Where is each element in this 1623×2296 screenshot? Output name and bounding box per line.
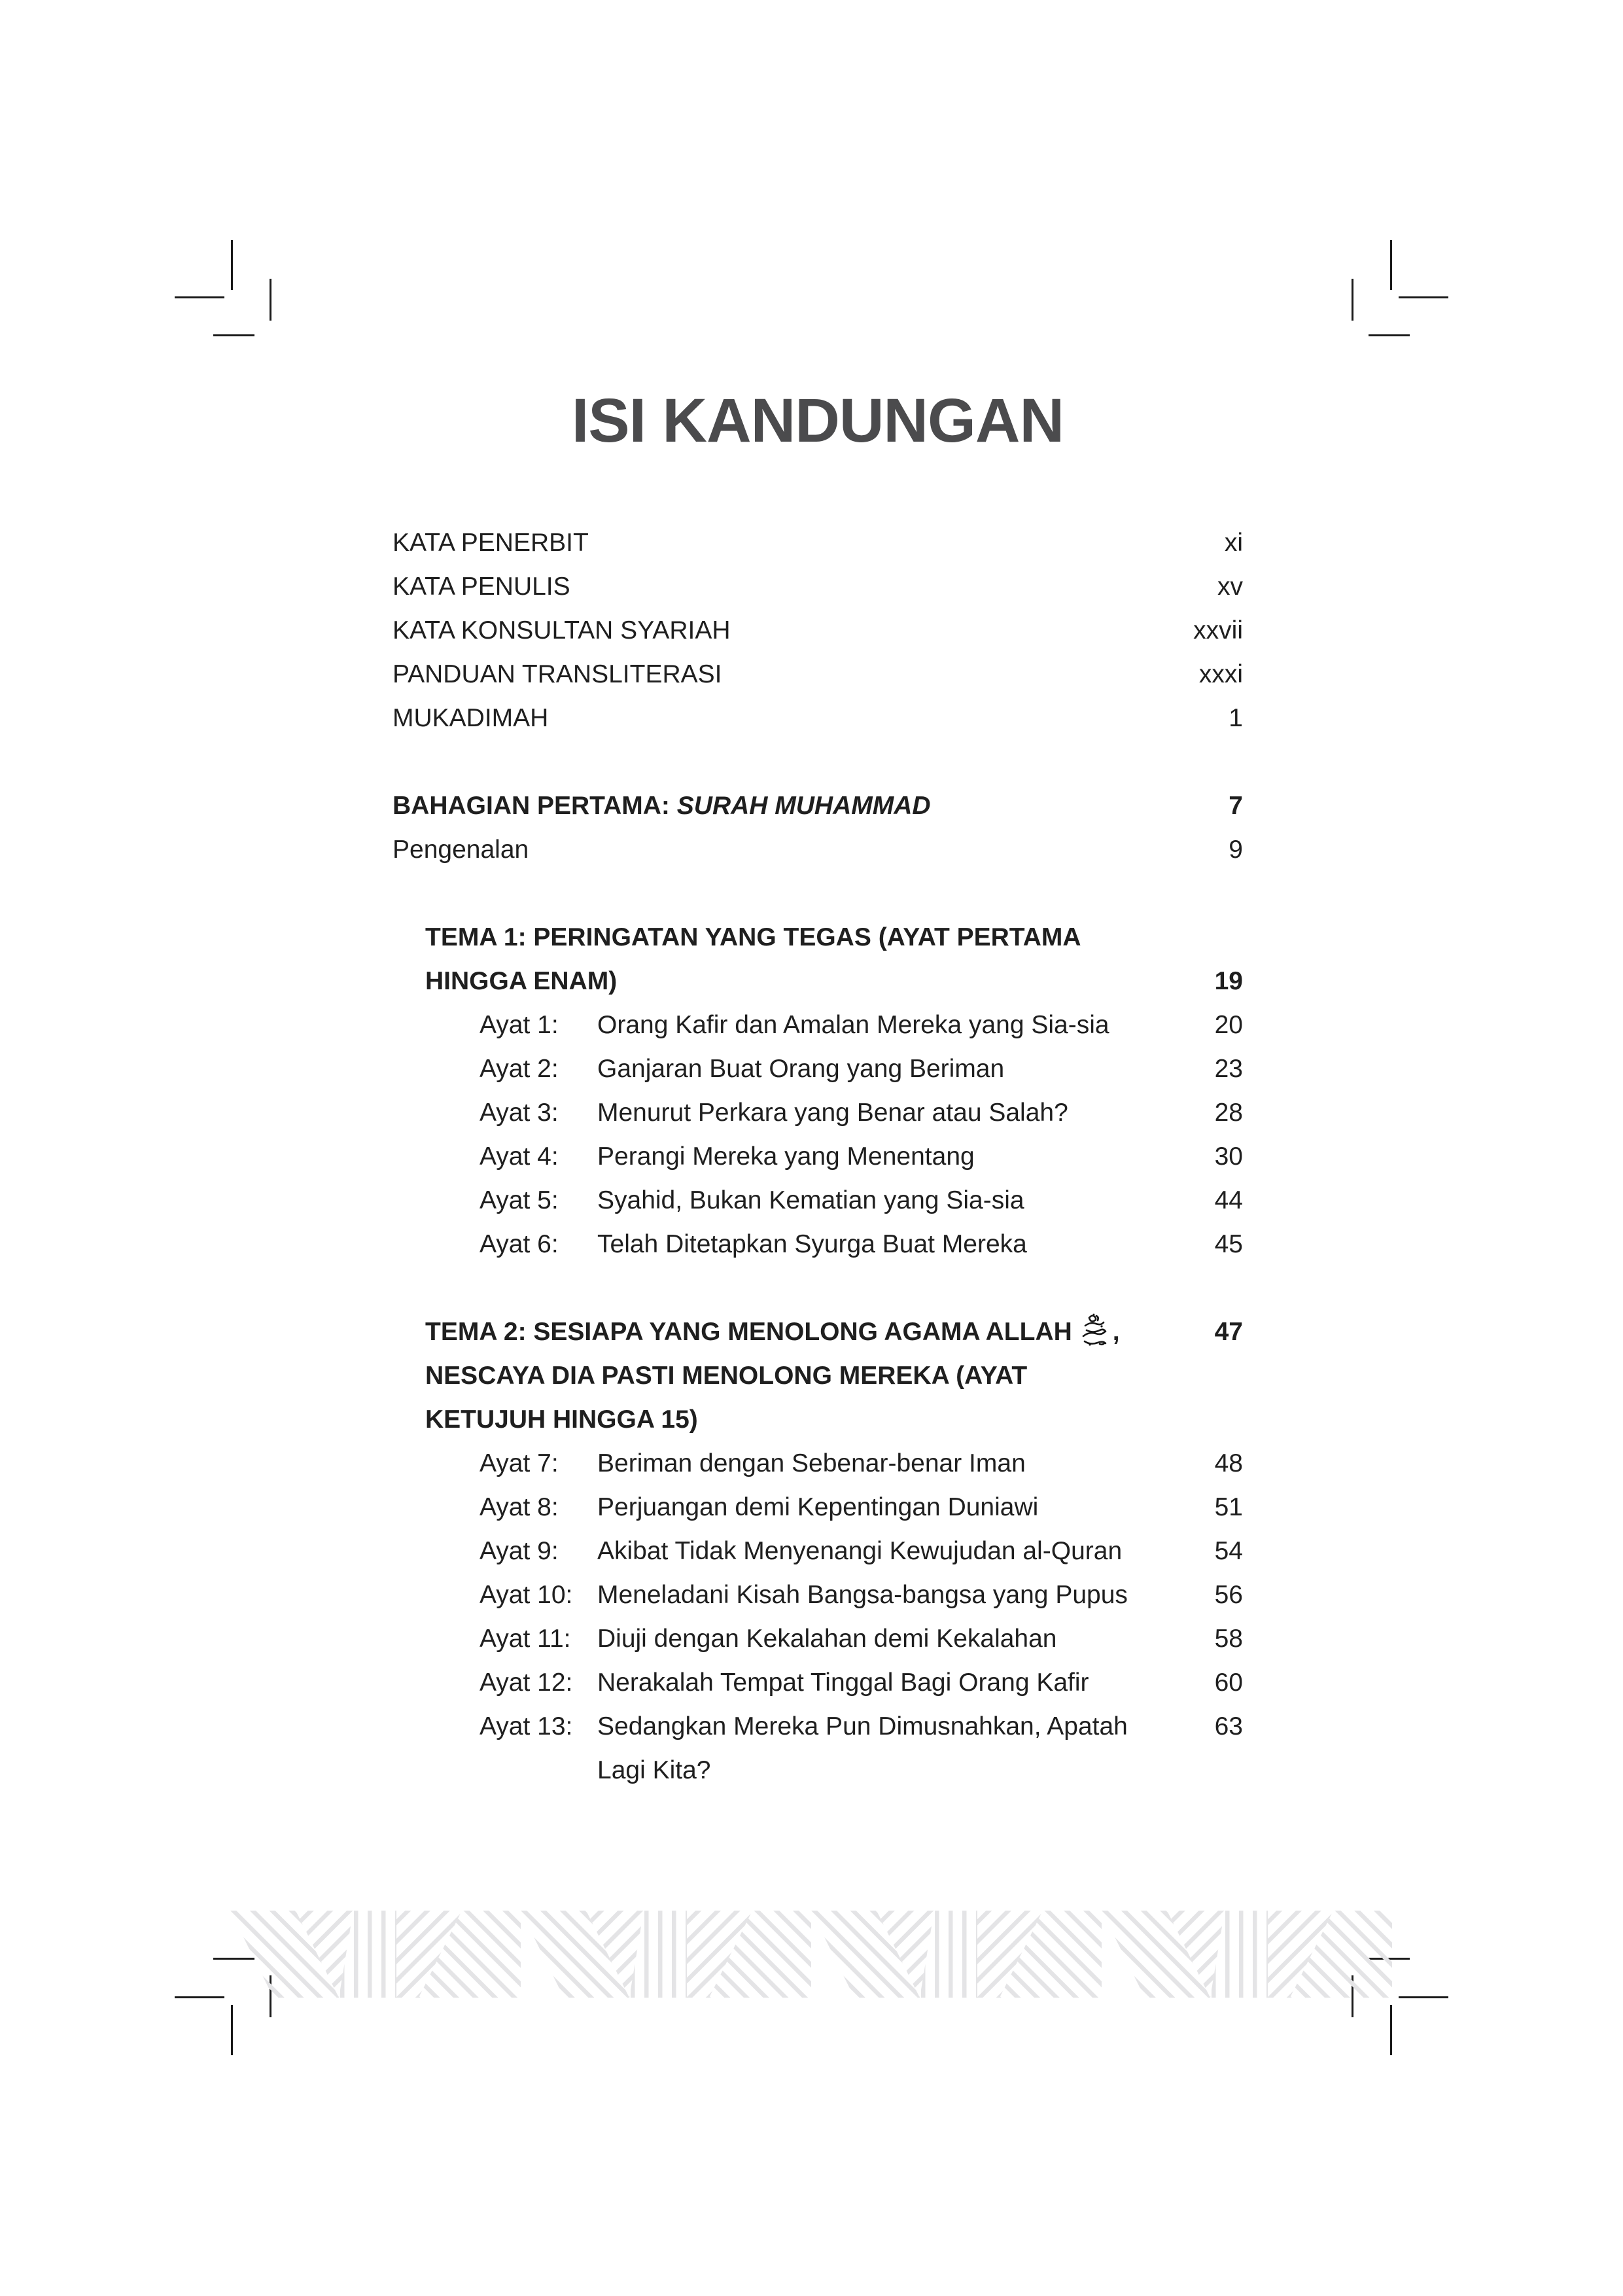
ayat-entry — [480, 1003, 1243, 1047]
entry-page-number: 44 — [1214, 1186, 1243, 1214]
ayat-label: Ayat 2: — [480, 1055, 559, 1083]
entry-page-number: 54 — [1214, 1537, 1243, 1565]
entry-label: KATA PENULIS — [393, 573, 570, 601]
toc-entry — [393, 828, 1243, 872]
theme-heading-main: TEMA 2: SESIAPA YANG MENOLONG AGAMA ALLAH — [425, 1318, 1072, 1346]
ayat-label: Ayat 4: — [480, 1142, 559, 1171]
entry-page-number: xi — [1224, 529, 1243, 557]
entry-page-number: 23 — [1214, 1055, 1243, 1083]
crop-mark-line — [270, 279, 271, 321]
ayat-title-line1: Sedangkan Mereka Pun Dimusnahkan, Apatah — [597, 1712, 1128, 1740]
theme-heading-text: TEMA 1: PERINGATAN YANG TEGAS (AYAT PERTAMA — [425, 923, 1081, 951]
entry-page-number: 60 — [1214, 1669, 1243, 1697]
ayat-label: Ayat 12: — [480, 1669, 573, 1697]
entry-page-number: 30 — [1214, 1142, 1243, 1171]
vertical-gap — [393, 740, 1243, 784]
ayat-title: Orang Kafir dan Amalan Mereka yang Sia-sia — [597, 1011, 1109, 1039]
ayat-title: Telah Ditetapkan Syurga Buat Mereka — [597, 1230, 1027, 1258]
ayat-label: Ayat 6: — [480, 1230, 559, 1258]
entry-page-number: 51 — [1214, 1493, 1243, 1521]
theme-heading-text: KETUJUH HINGGA 15) — [425, 1405, 698, 1434]
vertical-gap — [393, 872, 1243, 915]
ayat-label: Ayat 7: — [480, 1449, 559, 1477]
entry-label: PANDUAN TRANSLITERASI — [393, 660, 722, 688]
crop-mark-line — [175, 296, 224, 298]
crop-mark-line — [1390, 2005, 1392, 2055]
part-heading — [393, 784, 1243, 828]
ayat-title: Ganjaran Buat Orang yang Beriman — [597, 1055, 1005, 1083]
entry-page-number: 1 — [1229, 704, 1243, 732]
ayat-title: Syahid, Bukan Kematian yang Sia-sia — [597, 1186, 1024, 1214]
entry-page-number: 19 — [1214, 967, 1243, 995]
entry-page-number: 7 — [1229, 792, 1243, 820]
crop-mark-line — [1352, 279, 1353, 321]
entry-page-number: xxvii — [1193, 616, 1243, 645]
ayat-entry — [480, 1704, 1243, 1792]
ayat-label: Ayat 5: — [480, 1186, 559, 1214]
ayat-title — [597, 1704, 1202, 1792]
entry-page-number: 63 — [1214, 1712, 1243, 1740]
ayat-label: Ayat 10: — [480, 1581, 573, 1609]
entry-page-number: 58 — [1214, 1625, 1243, 1653]
entry-label: MUKADIMAH — [393, 704, 549, 732]
ayat-entry — [480, 1661, 1243, 1704]
ayat-label: Ayat 1: — [480, 1011, 559, 1039]
crop-mark-line — [1390, 240, 1392, 290]
crop-mark-line — [231, 240, 233, 290]
ayat-title: Perjuangan demi Kepentingan Duniawi — [597, 1493, 1039, 1521]
crop-mark-line — [231, 2005, 233, 2055]
ayat-label: Ayat 13: — [480, 1712, 573, 1740]
ayat-title: Beriman dengan Sebenar-benar Iman — [597, 1449, 1026, 1477]
entry-page-number: 20 — [1214, 1011, 1243, 1039]
crop-mark-line — [213, 334, 254, 336]
theme-heading-line — [425, 1310, 1243, 1354]
subhanahu-wa-taala-icon — [1080, 1313, 1109, 1348]
theme-2-section — [425, 1310, 1243, 1792]
vertical-gap — [393, 1266, 1243, 1310]
part-title-italic: SURAH MUHAMMAD — [676, 792, 931, 820]
toc-entry — [393, 521, 1243, 565]
entry-page-number: 9 — [1229, 836, 1243, 864]
ayat-label: Ayat 3: — [480, 1099, 559, 1127]
entry-page-number: 47 — [1214, 1318, 1243, 1346]
theme-heading-suffix: , — [1112, 1318, 1120, 1346]
theme-heading-text: NESCAYA DIA PASTI MENOLONG MEREKA (AYAT — [425, 1362, 1028, 1390]
ayat-entry — [480, 1135, 1243, 1178]
ayat-entry — [480, 1047, 1243, 1091]
entry-page-number: 48 — [1214, 1449, 1243, 1477]
ayat-title: Diuji dengan Kekalahan demi Kekalahan — [597, 1625, 1057, 1653]
entry-page-number: 45 — [1214, 1230, 1243, 1258]
ayat-entry — [480, 1178, 1243, 1222]
entry-page-number: xv — [1217, 573, 1243, 601]
toc-entry — [393, 696, 1243, 740]
theme-heading-line — [425, 1354, 1243, 1398]
ayat-entry — [480, 1441, 1243, 1485]
theme-heading-line — [425, 1398, 1243, 1441]
decorative-pattern-band — [230, 1911, 1393, 1998]
toc-entry — [393, 565, 1243, 609]
entry-page-number: xxxi — [1198, 660, 1243, 688]
crop-mark-line — [1369, 334, 1410, 336]
entry-label: KATA PENERBIT — [393, 529, 589, 557]
page-title: ISI KANDUNGAN — [571, 386, 1064, 455]
ayat-entry — [480, 1091, 1243, 1135]
crop-mark-line — [1399, 1996, 1448, 1998]
ayat-title: Perangi Mereka yang Menentang — [597, 1142, 975, 1171]
toc-entry — [393, 609, 1243, 652]
ayat-title: Meneladani Kisah Bangsa-bangsa yang Pupus — [597, 1581, 1128, 1609]
ayat-title: Akibat Tidak Menyenangi Kewujudan al-Quran — [597, 1537, 1123, 1565]
entry-label: Pengenalan — [393, 836, 529, 864]
entry-label: KATA KONSULTAN SYARIAH — [393, 616, 731, 645]
ayat-label: Ayat 11: — [480, 1625, 571, 1653]
theme-heading-text: HINGGA ENAM) — [425, 967, 618, 995]
ayat-title-line2: Lagi Kita? — [597, 1756, 711, 1784]
ayat-entry — [480, 1529, 1243, 1573]
toc-entry — [393, 652, 1243, 696]
ayat-entry — [480, 1573, 1243, 1617]
ayat-entry — [480, 1617, 1243, 1661]
crop-mark-line — [175, 1996, 224, 1998]
table-of-contents — [393, 521, 1243, 1792]
ayat-entry — [480, 1485, 1243, 1529]
ayat-label: Ayat 9: — [480, 1537, 559, 1565]
theme-heading-line — [425, 915, 1243, 959]
part-heading-text — [393, 784, 931, 828]
theme-heading-line — [425, 959, 1243, 1003]
entry-page-number: 28 — [1214, 1099, 1243, 1127]
ayat-title: Menurut Perkara yang Benar atau Salah? — [597, 1099, 1068, 1127]
entry-page-number: 56 — [1214, 1581, 1243, 1609]
ayat-label: Ayat 8: — [480, 1493, 559, 1521]
theme-heading-text — [425, 1310, 1120, 1354]
ayat-title: Nerakalah Tempat Tinggal Bagi Orang Kafir — [597, 1669, 1089, 1697]
theme-1-section — [425, 915, 1243, 1266]
ayat-entry — [480, 1222, 1243, 1266]
part-label: BAHAGIAN PERTAMA: — [393, 792, 677, 820]
crop-mark-line — [1399, 296, 1448, 298]
